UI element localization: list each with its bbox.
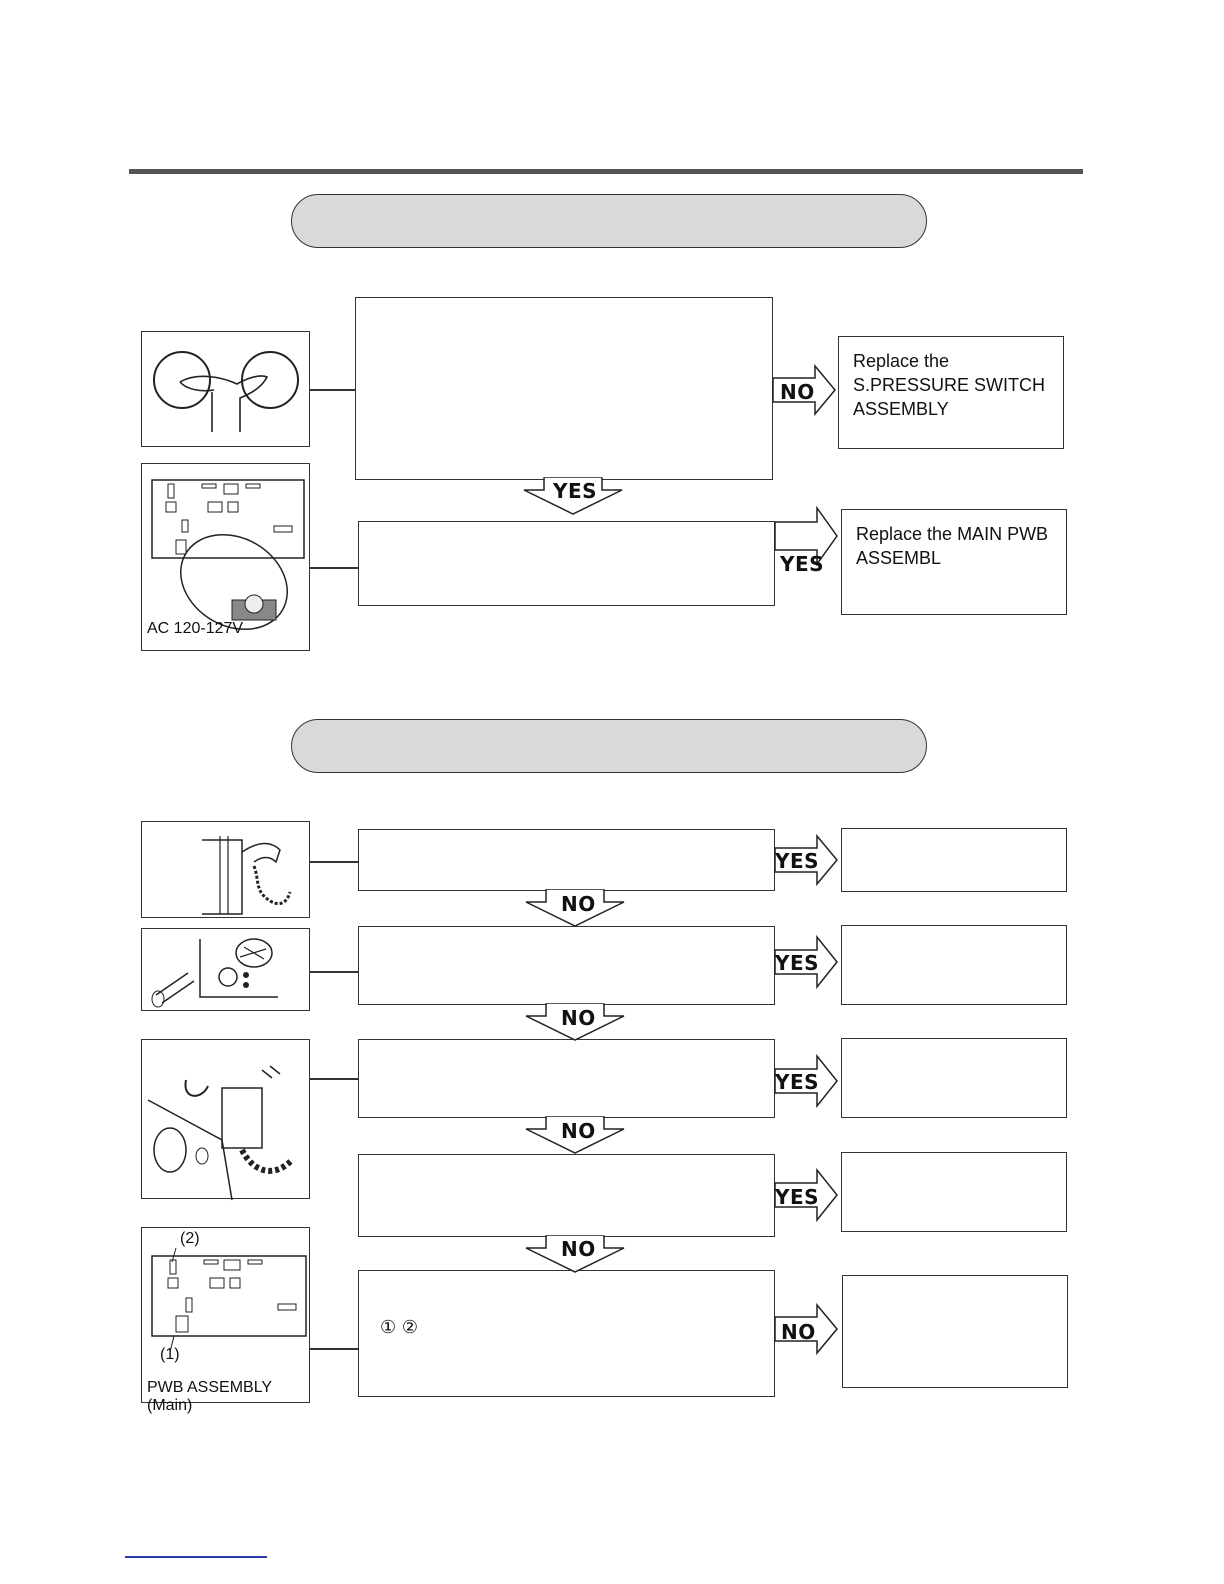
pwb-main-illustration	[141, 1227, 310, 1414]
connector-symbols: ① ②	[380, 1317, 418, 1338]
arrow-label-no: NO	[561, 892, 596, 916]
arrow-label-yes: YES	[553, 479, 598, 503]
result-line: ASSEMBL	[856, 548, 942, 568]
result-box-3	[841, 828, 1067, 892]
arrow-label-no: NO	[561, 1119, 596, 1143]
result-line: Replace the	[853, 351, 950, 371]
check-box-6	[358, 1154, 775, 1237]
header-rule	[129, 169, 1083, 174]
arrow-label-yes: YES	[775, 951, 820, 975]
pwb-connector-illustration	[141, 463, 310, 651]
result-box-replace-pressure-switch	[838, 336, 1064, 449]
check-box-2	[358, 521, 775, 606]
arrow-label-yes: YES	[775, 849, 820, 873]
connector-line	[310, 971, 358, 973]
result-box-7	[842, 1275, 1068, 1388]
water-faucet-illustration	[141, 821, 310, 918]
arrow-label-yes: YES	[780, 552, 825, 576]
button-press-illustration	[141, 331, 310, 447]
arrow-label-no: NO	[561, 1006, 596, 1030]
arrow-label-no: NO	[781, 1320, 816, 1344]
connector-line	[310, 389, 356, 391]
check-box-4	[358, 926, 775, 1005]
check-box-5	[358, 1039, 775, 1118]
result-box-replace-main-pwb	[841, 509, 1067, 615]
footer-link-line	[125, 1556, 267, 1558]
arrow-label-yes: YES	[775, 1070, 820, 1094]
connector-line	[310, 1348, 358, 1350]
section2-title-banner	[291, 719, 927, 773]
check-box-3	[358, 829, 775, 891]
pwb-assembly-label: PWB ASSEMBLY (Main)	[147, 1379, 272, 1414]
water-valve-illustration	[141, 1039, 310, 1199]
result-line: Replace the MAIN PWB	[856, 524, 1049, 544]
voltage-label: AC 120-127V	[147, 620, 244, 637]
result-line: ASSEMBLY	[853, 399, 949, 419]
arrow-label-yes: YES	[775, 1185, 820, 1209]
check-box-1	[355, 297, 773, 480]
arrow-label-no: NO	[780, 380, 815, 404]
result-line: S.PRESSURE SWITCH	[853, 375, 1046, 395]
connector-line	[310, 567, 358, 569]
section1-title-banner	[291, 194, 927, 248]
connector-line	[310, 1078, 358, 1080]
callout-1: (1)	[160, 1346, 180, 1363]
result-box-6	[841, 1152, 1067, 1232]
callout-2: (2)	[180, 1230, 200, 1247]
check-box-7	[358, 1270, 775, 1397]
arrow-label-no: NO	[561, 1237, 596, 1261]
result-box-4	[841, 925, 1067, 1005]
inlet-filter-illustration	[141, 928, 310, 1011]
connector-line	[310, 861, 358, 863]
result-box-5	[841, 1038, 1067, 1118]
